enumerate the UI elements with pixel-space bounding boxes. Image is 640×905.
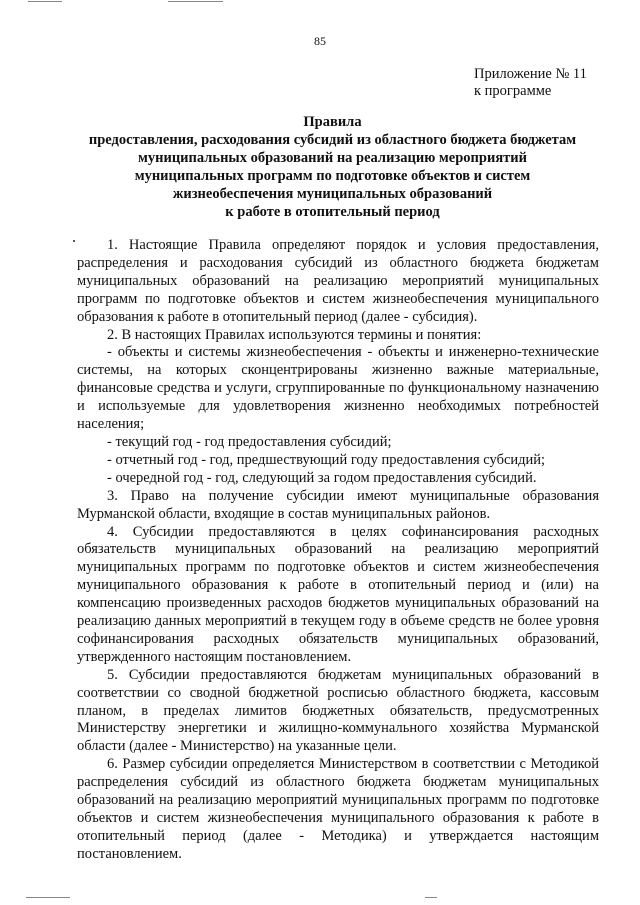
paragraph-3: 3. Право на получение субсидии имеют муниципальные образования Мурманской области, входящие в состав муниципальных районов.: [77, 487, 599, 522]
page-number: 85: [314, 34, 326, 48]
scan-artifact-line: [425, 897, 437, 898]
appendix-reference: [474, 66, 587, 100]
margin-mark: [73, 240, 75, 242]
appendix-program: к программе: [474, 83, 552, 99]
definition-life-support: - объекты и системы жизнеобеспечения - объекты и инженерно-технические системы, на которых сконцентрированы жизненно важные материальные, финансовые средства и услуги, сгруппированные по функциональному назначению и используемые для удовлетворения жизненно необходимых потребностей населения;: [77, 344, 599, 433]
title-line: муниципальных образований на реализацию мероприятий: [137, 150, 527, 166]
title-line: жизнеобеспечения муниципальных образований: [172, 186, 493, 202]
title-line: к работе в отопительный период: [225, 204, 440, 220]
definition-current-year: - текущий год - год предоставления субсидий;: [107, 433, 392, 450]
document-body: [77, 237, 599, 864]
title-line: предоставления, расходования субсидий из областного бюджета бюджетам: [88, 132, 577, 148]
definition-next-year: - очередной год - год, следующий за годом предоставления субсидий.: [107, 469, 537, 486]
paragraph-2: 2. В настоящих Правилах используются термины и понятия:: [107, 326, 482, 343]
paragraph-4: 4. Субсидии предоставляются в целях софинансирования расходных обязательств муниципальных образований на реализацию мероприятий муниципальных программ по подготовке объектов и систем жизнеобеспечения муниципального образования к работе в отопительный период и (или) на компенсацию произведенных расходов бюджетов муниципальных образований на реализацию данных мероприятий в текущем году в объеме средств не более уровня софинансирования расходных обязательств муниципальных образований, утвержденного настоящим постановлением.: [77, 523, 599, 665]
scan-artifact-line: [168, 1, 223, 2]
definition-reporting-year: - отчетный год - год, предшествующий году предоставления субсидий;: [107, 451, 546, 468]
title-line: Правила: [303, 114, 362, 130]
paragraph-5: 5. Субсидии предоставляются бюджетам муниципальных образований в соответствии со сводной бюджетной росписью областного бюджета, кассовым планом, в пределах лимитов бюджетных обязательств, предусмотренных Министерству энергетики и жилищно-коммунального хозяйства Мурманской области (далее - Министерство) на указанные цели.: [77, 666, 599, 755]
scan-artifact-line: [26, 897, 70, 898]
paragraph-6: 6. Размер субсидии определяется Министерством в соответствии с Методикой распределения субсидий из областного бюджета бюджетам муниципальных образований на реализацию мероприятий муниципальных программ по подготовке объектов и систем жизнеобеспечения муниципального образования к работе в отопительный период (далее - Методика) и утверждается настоящим постановлением.: [77, 756, 599, 862]
title-line: муниципальных программ по подготовке объектов и систем: [134, 168, 531, 184]
paragraph-1: 1. Настоящие Правила определяют порядок и условия предоставления, распределения и расходования субсидий из областного бюджета бюджетам муниципальных образований на реализацию мероприятий муниципальных программ по подготовке объектов и систем жизнеобеспечения муниципального образования к работе в отопительный период (далее - субсидия).: [77, 237, 599, 325]
appendix-number: Приложение № 11: [474, 66, 587, 82]
document-title: [60, 113, 605, 221]
scan-artifact-line: [28, 1, 62, 2]
